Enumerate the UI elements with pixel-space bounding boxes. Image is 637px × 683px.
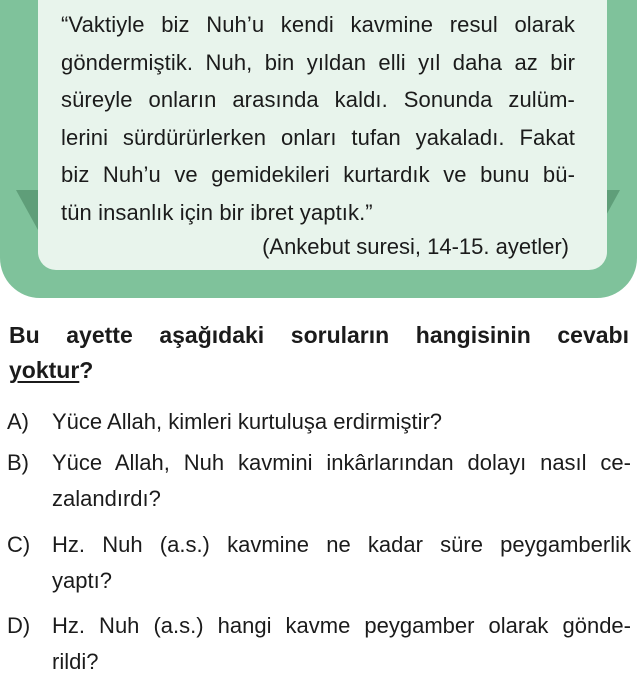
option-line: rildi? [52, 649, 99, 674]
question-keyword: yoktur [9, 357, 80, 383]
option-letter: B) [7, 450, 29, 475]
option-text [52, 445, 631, 517]
verse-line: “Vaktiyle biz Nuh’u kendi kavmine resul olarak [61, 12, 575, 37]
option-d[interactable] [7, 608, 631, 680]
option-letter: D) [7, 613, 31, 638]
option-a[interactable] [7, 404, 631, 440]
option-text [52, 404, 631, 440]
option-letter: A) [7, 409, 29, 434]
card-fold-left [16, 190, 38, 230]
option-text [52, 527, 631, 599]
question-line: Bu ayette aşağıdaki soruların hangisinin cevabı [9, 322, 629, 348]
verse-line: göndermiştik. Nuh, bin yıldan elli yıl daha az bir [61, 49, 575, 75]
question-stem [9, 318, 629, 388]
option-line: Hz. Nuh (a.s.) hangi kavme peygamber olarak gönde- [52, 613, 631, 638]
verse-line: süreyle onların arasında kaldı. Sonunda zulüm- [61, 87, 575, 112]
option-b[interactable] [7, 445, 631, 517]
verse-line: biz Nuh’u ve gemidekileri kurtardık ve bunu bü- [61, 162, 575, 187]
verse-source: (Ankebut suresi, 14-15. ayetler) [262, 234, 569, 259]
verse-quote [61, 6, 575, 231]
option-letter: C) [7, 532, 31, 557]
option-line: zalandırdı? [52, 486, 161, 511]
option-c[interactable] [7, 527, 631, 599]
question-mark: ? [79, 357, 94, 383]
verse-line: lerini sürdürürlerken onları tufan yakaladı. Fakat [61, 124, 575, 150]
verse-line: tün insanlık için bir ibret yaptık.” [61, 199, 373, 225]
option-line: Yüce Allah, Nuh kavmini inkârlarından dolayı nasıl ce- [52, 450, 631, 475]
option-text [52, 608, 631, 680]
option-line: Hz. Nuh (a.s.) kavmine ne kadar süre peygamberlik [52, 532, 631, 557]
option-line: Yüce Allah, kimleri kurtuluşa erdirmiştir? [52, 409, 443, 434]
option-line: yaptı? [52, 568, 112, 593]
